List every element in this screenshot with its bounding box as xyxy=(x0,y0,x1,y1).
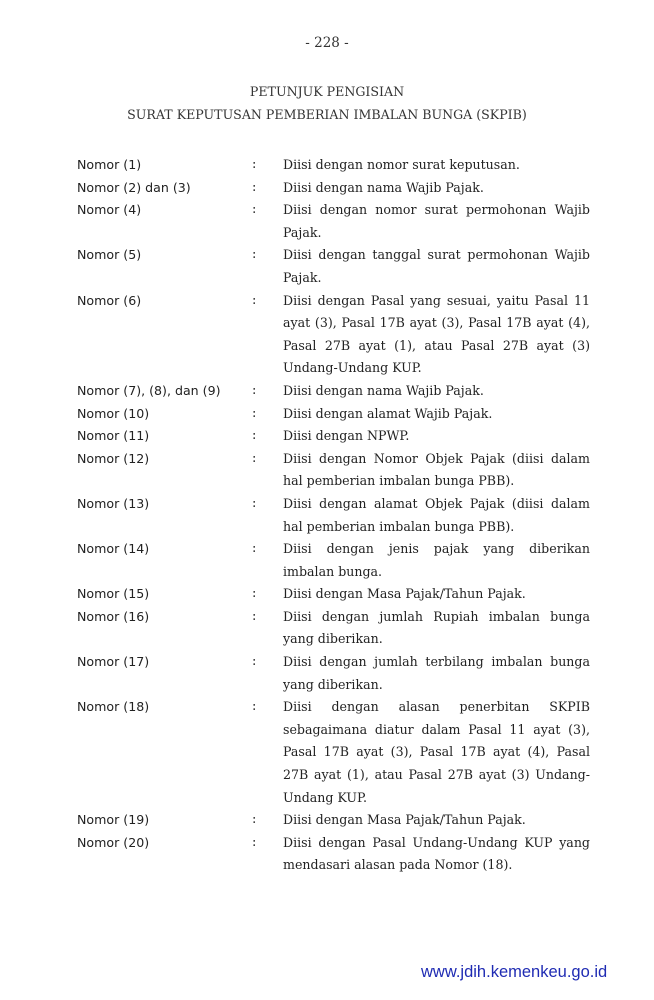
item-colon: : xyxy=(252,495,257,511)
instruction-item xyxy=(0,651,654,696)
item-label: Nomor (6) xyxy=(77,292,142,308)
item-description: Diisi dengan jumlah terbilang imbalan bunga yang diberikan. xyxy=(283,654,590,692)
instruction-item xyxy=(0,380,654,403)
item-label: Nomor (4) xyxy=(77,202,142,218)
page-number: - 228 - xyxy=(305,35,349,51)
item-description: Diisi dengan Pasal Undang-Undang KUP yang mendasari alasan pada Nomor (18). xyxy=(283,834,590,873)
instruction-list xyxy=(0,154,654,877)
item-description: Diisi dengan nama Wajib Pajak. xyxy=(283,382,484,398)
item-description: Diisi dengan alamat Wajib Pajak. xyxy=(283,405,493,421)
item-description: Diisi dengan jenis pajak yang diberikan imbalan bunga. xyxy=(283,541,590,579)
item-colon: : xyxy=(252,202,257,218)
instruction-item xyxy=(0,425,654,448)
item-label: Nomor (12) xyxy=(77,450,150,466)
instruction-item xyxy=(0,696,654,809)
item-description: Diisi dengan alasan penerbitan SKPIB sebagaimana diatur dalam Pasal 11 ayat (3), Pasal 17B ayat (3), Pasal 17B ayat (4), Pasal 27B ayat (1), atau Pasal 27B ayat (3) Undang-Undang KUP. xyxy=(283,699,590,805)
item-colon: : xyxy=(252,834,257,850)
instruction-item xyxy=(0,538,654,583)
instruction-item xyxy=(0,290,654,380)
instruction-item xyxy=(0,832,654,877)
instruction-item xyxy=(0,583,654,606)
item-label: Nomor (11) xyxy=(77,428,150,444)
instruction-item xyxy=(0,199,654,244)
item-label: Nomor (16) xyxy=(77,608,150,624)
jdih-website-link[interactable]: www.jdih.kemenkeu.go.id xyxy=(421,963,608,981)
item-colon: : xyxy=(252,812,257,828)
instruction-item xyxy=(0,493,654,538)
item-label: Nomor (14) xyxy=(77,541,150,557)
item-colon: : xyxy=(252,608,257,624)
item-description: Diisi dengan NPWP. xyxy=(283,428,410,444)
item-colon: : xyxy=(252,292,257,308)
item-description: Diisi dengan Pasal yang sesuai, yaitu Pasal 11 ayat (3), Pasal 17B ayat (3), Pasal 17B ayat (4), Pasal 27B ayat (1), atau Pasal 27B ayat (3) Undang-Undang KUP. xyxy=(283,292,590,376)
item-description: Diisi dengan jumlah Rupiah imbalan bunga yang diberikan. xyxy=(283,608,590,647)
item-colon: : xyxy=(252,586,257,602)
instruction-item xyxy=(0,154,654,177)
item-label: Nomor (2) dan (3) xyxy=(77,179,191,195)
item-colon: : xyxy=(252,654,257,670)
item-description: Diisi dengan Nomor Objek Pajak (diisi dalam hal pemberian imbalan bunga PBB). xyxy=(283,450,590,489)
item-description: Diisi dengan alamat Objek Pajak (diisi dalam hal pemberian imbalan bunga PBB). xyxy=(283,495,590,534)
item-description: Diisi dengan Masa Pajak/Tahun Pajak. xyxy=(283,586,526,602)
item-description: Diisi dengan tanggal surat permohonan Wajib Pajak. xyxy=(283,247,590,285)
item-colon: : xyxy=(252,405,257,421)
item-description: Diisi dengan nomor surat keputusan. xyxy=(283,157,520,172)
instruction-item xyxy=(0,606,654,651)
item-colon: : xyxy=(252,157,257,172)
item-description: Diisi dengan nama Wajib Pajak. xyxy=(283,179,484,195)
instruction-item xyxy=(0,809,654,832)
item-colon: : xyxy=(252,179,257,195)
title-line-2: SURAT KEPUTUSAN PEMBERIAN IMBALAN BUNGA (SKPIB) xyxy=(127,107,527,122)
instruction-item xyxy=(0,448,654,493)
item-description: Diisi dengan Masa Pajak/Tahun Pajak. xyxy=(283,812,526,828)
item-label: Nomor (17) xyxy=(77,654,150,670)
item-label: Nomor (1) xyxy=(77,157,142,172)
item-colon: : xyxy=(252,541,257,557)
item-description: Diisi dengan nomor surat permohonan Wajib Pajak. xyxy=(283,202,590,240)
item-label: Nomor (7), (8), dan (9) xyxy=(77,382,221,398)
item-colon: : xyxy=(252,247,257,263)
item-colon: : xyxy=(252,699,257,715)
item-label: Nomor (5) xyxy=(77,247,142,263)
item-colon: : xyxy=(252,428,257,444)
document-title xyxy=(0,80,654,126)
item-label: Nomor (13) xyxy=(77,495,150,511)
item-colon: : xyxy=(252,382,257,398)
item-label: Nomor (18) xyxy=(77,699,150,715)
item-label: Nomor (10) xyxy=(77,405,150,421)
item-colon: : xyxy=(252,450,257,466)
item-label: Nomor (19) xyxy=(77,812,150,828)
title-line-1: PETUNJUK PENGISIAN xyxy=(249,84,405,99)
instruction-item xyxy=(0,403,654,426)
item-label: Nomor (20) xyxy=(77,834,150,850)
instruction-item xyxy=(0,177,654,200)
instruction-item xyxy=(0,244,654,289)
item-label: Nomor (15) xyxy=(77,586,150,602)
